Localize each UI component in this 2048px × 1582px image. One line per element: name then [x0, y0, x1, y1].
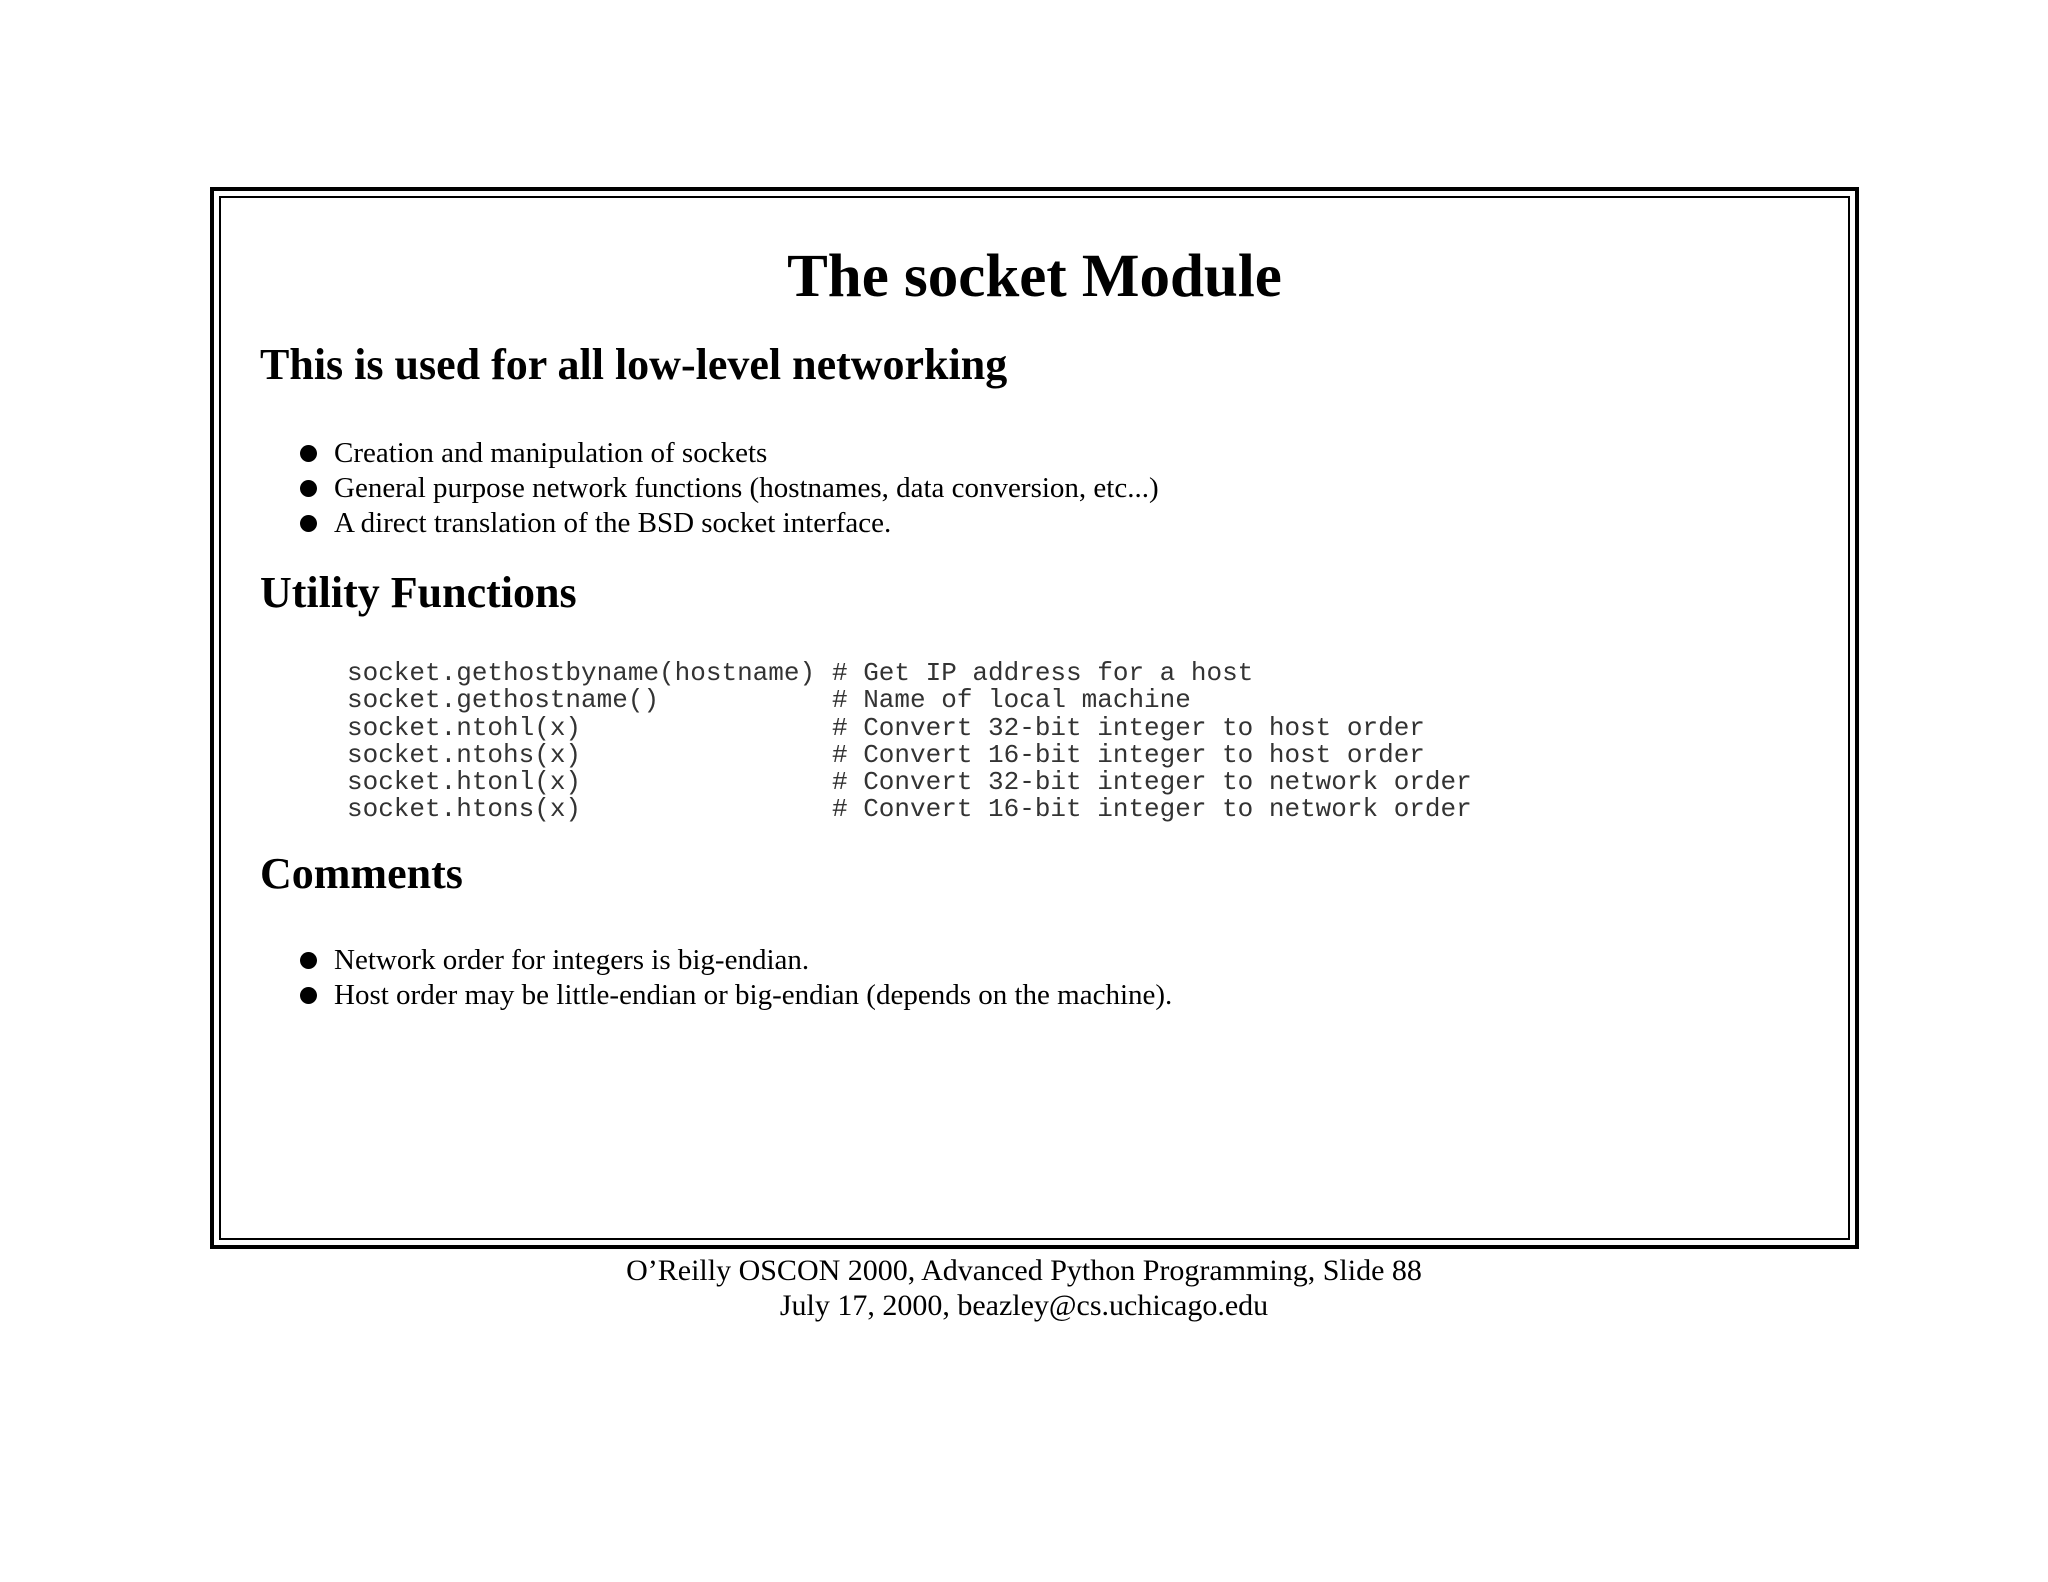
- slide-title: The socket Module: [787, 243, 1282, 310]
- code-line: [347, 712, 1472, 743]
- slide-footer: [0, 1253, 2048, 1323]
- section-heading-comments: Comments: [260, 849, 463, 898]
- bullet-icon: [300, 445, 317, 462]
- code-function: socket.htons(x): [347, 794, 582, 825]
- code-comment: # Convert 16-bit integer to host order: [832, 739, 1425, 770]
- networking-bullet-list: [300, 436, 1159, 541]
- bullet-text: Network order for integers is big-endian.: [334, 944, 810, 976]
- code-function: socket.htonl(x): [347, 767, 582, 798]
- bullet-text: General purpose network functions (hostnames, data conversion, etc...): [334, 472, 1159, 504]
- code-comment: # Convert 32-bit integer to host order: [832, 712, 1425, 743]
- bullet-text: A direct translation of the BSD socket interface.: [334, 507, 892, 539]
- code-line: [347, 796, 1472, 823]
- code-comment: # Convert 16-bit integer to network order: [832, 794, 1472, 825]
- footer-line-date-email: July 17, 2000, beazley@cs.uchicago.edu: [779, 1289, 1269, 1322]
- list-item: [300, 471, 1159, 506]
- bullet-icon: [300, 515, 317, 532]
- code-function: socket.gethostbyname(hostname): [347, 658, 816, 688]
- code-block: [347, 660, 1472, 824]
- footer-line-event: O’Reilly OSCON 2000, Advanced Python Programming, Slide 88: [626, 1254, 1422, 1287]
- list-item: [300, 943, 1172, 978]
- code-function: socket.ntohl(x): [347, 712, 582, 743]
- code-line: [347, 769, 1472, 796]
- list-item: [300, 506, 1159, 541]
- code-function: socket.gethostname(): [347, 685, 660, 716]
- code-line: [347, 739, 1472, 770]
- section-heading-networking: This is used for all low-level networking: [260, 340, 1008, 389]
- code-comment: # Name of local machine: [832, 685, 1191, 716]
- section-heading-utility-functions: Utility Functions: [260, 568, 577, 617]
- list-item: [300, 978, 1172, 1013]
- bullet-icon: [300, 952, 317, 969]
- bullet-icon: [300, 480, 317, 497]
- slide-inner-border: [219, 196, 1850, 1240]
- bullet-icon: [300, 987, 317, 1004]
- code-function: socket.ntohs(x): [347, 739, 582, 770]
- code-line: [347, 687, 1472, 714]
- bullet-text: Creation and manipulation of sockets: [334, 437, 768, 469]
- slide-frame: [210, 187, 1859, 1249]
- comments-bullet-list: [300, 943, 1172, 1013]
- code-comment: # Get IP address for a host: [832, 658, 1254, 688]
- code-line: [347, 660, 1472, 687]
- code-comment: # Convert 32-bit integer to network order: [832, 767, 1472, 798]
- bullet-text: Host order may be little-endian or big-endian (depends on the machine).: [334, 979, 1173, 1011]
- list-item: [300, 436, 1159, 471]
